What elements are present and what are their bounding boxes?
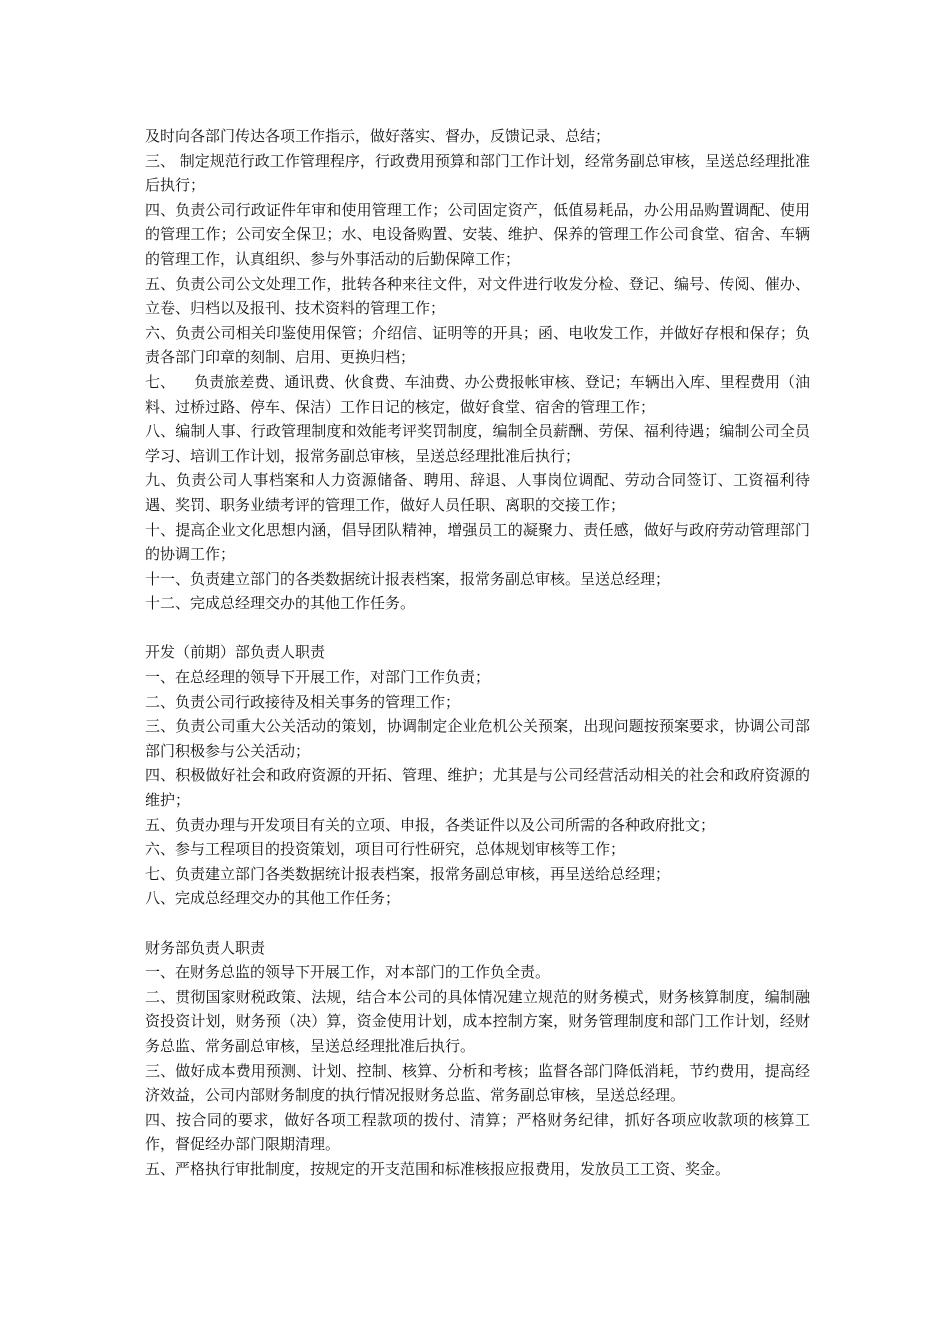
dev-item-6: 六、参与工程项目的投资策划，项目可行性研究，总体规划审核等工作；: [145, 840, 626, 859]
dev-item-1: 一、在总经理的领导下开展工作，对部门工作负责；: [145, 668, 491, 687]
admin-item-12: 十二、完成总经理交办的其他工作任务。: [145, 594, 416, 613]
admin-section: [145, 124, 810, 616]
dev-item-7: 七、负责建立部门各类数据统计报表档案，报常务副总审核，再呈送给总经理；: [145, 864, 671, 883]
admin-item-4: 四、负责公司行政证件年审和使用管理工作；公司固定资产，低值易耗品，办公用品购置调配、使用的管理工作；公司安全保卫；水、电设备购置、安装、维护、保养的管理工作公司食堂、宿舍、车辆的管理工作，认真组织、参与外事活动的后勤保障工作；: [145, 200, 810, 268]
section-spacer: [145, 616, 810, 641]
finance-section-title: 财务部负责人职责: [145, 938, 266, 957]
admin-item-11: 十一、负责建立部门的各类数据统计报表档案，报常务副总审核。呈送总经理；: [145, 569, 671, 588]
document-page: [145, 124, 810, 1182]
admin-item-8: 八、编制人事、行政管理制度和效能考评奖罚制度，编制全员薪酬、劳保、福利待遇；编制公司全员学习、培训工作计划，报常务副总审核，呈送总经理批准后执行；: [145, 422, 810, 465]
section-spacer: [145, 911, 810, 936]
admin-item-1: 及时向各部门传达各项工作指示，做好落实、督办，反馈记录、总结；: [145, 127, 611, 145]
finance-item-3: 三、做好成本费用预测、计划、控制、核算、分析和考核；监督各部门降低消耗，节约费用，提高经济效益，公司内部财务制度的执行情况报财务总监、常务副总审核，呈送总经理。: [145, 1061, 810, 1105]
admin-item-7: 七、 负责旅差费、通讯费、伙食费、车油费、办公费报帐审核、登记；车辆出入库、里程费用（油料、过桥过路、停车、保洁）工作日记的核定，做好食堂、宿舍的管理工作；: [145, 372, 810, 416]
admin-item-6: 六、负责公司相关印鉴使用保管；介绍信、证明等的开具；函、电收发工作，并做好存根和保存；负责各部门印章的刻制、启用、更换归档；: [145, 323, 810, 367]
admin-item-5: 五、负责公司公文处理工作，批转各种来往文件，对文件进行收发分检、登记、编号、传阅、催办、立卷、归档以及报刊、技术资料的管理工作；: [145, 274, 810, 318]
dev-item-2: 二、负责公司行政接待及相关事务的管理工作；: [145, 692, 461, 711]
dev-item-8: 八、完成总经理交办的其他工作任务；: [145, 889, 401, 908]
dev-section-title: 开发（前期）部负责人职责: [145, 643, 326, 662]
finance-item-1: 一、在财务总监的领导下开展工作，对本部门的工作负全责。: [145, 963, 551, 982]
finance-section: [145, 936, 810, 1182]
admin-item-9: 九、负责公司人事档案和人力资源储备、聘用、辞退、人事岗位调配、劳动合同签订、工资福利待遇、奖罚、职务业绩考评的管理工作，做好人员任职、离职的交接工作；: [145, 471, 810, 514]
dev-item-3: 三、负责公司重大公关活动的策划，协调制定企业危机公关预案，出现问题按预案要求，协调公司部部门积极参与公关活动；: [145, 717, 810, 760]
admin-item-3: 三、 制定规范行政工作管理程序，行政费用预算和部门工作计划，经常务副总审核，呈送总经理批准后执行；: [145, 151, 810, 195]
finance-item-5: 五、严格执行审批制度，按规定的开支范围和标准核报应报费用，发放员工工资、奖金。: [145, 1159, 731, 1178]
finance-item-4: 四、按合同的要求，做好各项工程款项的拨付、清算；严格财务纪律，抓好各项应收款项的核算工作，督促经办部门限期清理。: [145, 1110, 810, 1154]
admin-item-10: 十、提高企业文化思想内涵，倡导团队精神，增强员工的凝聚力、责任感，做好与政府劳动管理部门的协调工作；: [145, 520, 810, 564]
dev-item-5: 五、负责办理与开发项目有关的立项、申报，各类证件以及公司所需的各种政府批文；: [145, 815, 716, 834]
dev-section: [145, 640, 810, 911]
finance-item-2: 二、贯彻国家财税政策、法规，结合本公司的具体情况建立规范的财务模式，财务核算制度，编制融资投资计划，财务预（决）算，资金使用计划，成本控制方案，财务管理制度和部门工作计划，经财务总监、常务副总审核，呈送总经理批准后执行。: [145, 987, 810, 1055]
dev-item-4: 四、积极做好社会和政府资源的开拓、管理、维护；尤其是与公司经营活动相关的社会和政府资源的维护；: [145, 766, 810, 810]
